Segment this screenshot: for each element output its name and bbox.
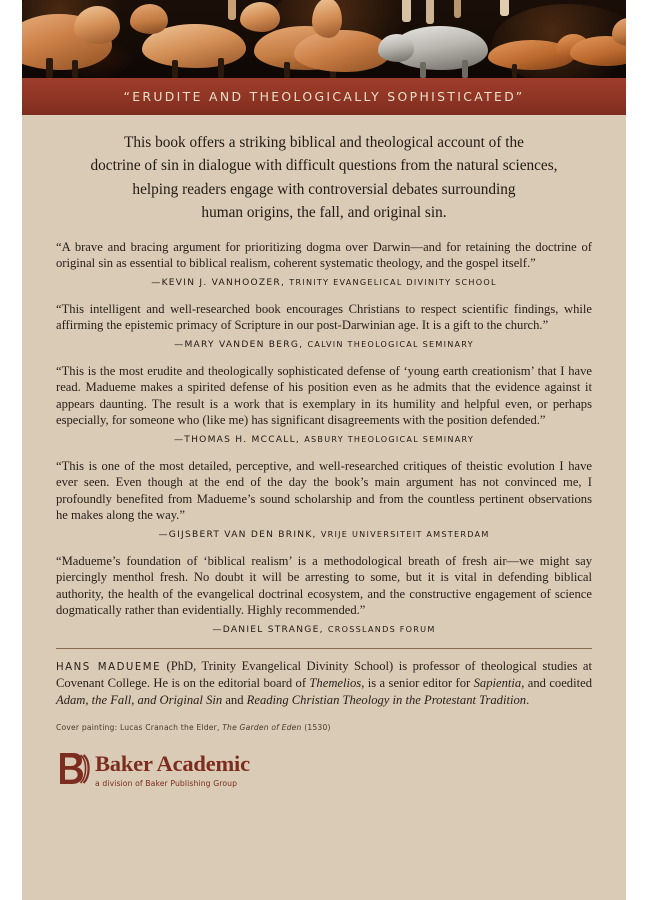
description-line: human origins, the fall, and original sin.	[201, 203, 447, 221]
cover-content	[22, 131, 626, 789]
book-title-themelios: Themelios	[309, 675, 362, 690]
publisher-logo	[56, 749, 592, 789]
cover-painting-credit	[56, 723, 592, 732]
author-name: HANS MADUEME	[56, 661, 162, 673]
endorsement-item	[56, 301, 592, 350]
author-bio	[56, 658, 592, 709]
publisher-name: Baker Academic	[95, 751, 250, 777]
endorsement-attribution	[56, 277, 592, 288]
credit-prefix: Cover painting: Lucas Cranach the Elder,	[56, 723, 223, 733]
endorser-institution: ASBURY THEOLOGICAL SEMINARY	[304, 433, 475, 444]
book-title-reading-christian-theology: Reading Christian Theology in the Protestant Tradition	[246, 692, 527, 707]
endorser-institution: CROSSLANDS FORUM	[327, 623, 436, 634]
endorsement-text: “This is one of the most detailed, perceptive, and well-researched critiques of theistic evolution I have ever seen. Even though at the end of the day the book’s main argument has not convinced me, I profoundly benefited from Madueme’s sound scholarship and from the countless pertinent observations he makes along the way.”	[56, 458, 592, 523]
bio-text: , and coedited	[521, 675, 592, 690]
endorsement-text: “This is the most erudite and theologically sophisticated defense of ‘young earth creationism’ that I have read. Madueme makes a spirited defense of his position even as he admits that the evidence against it appears daunting. The result is a work that is exemplary in its humility and helpful even, or perhaps especially, for someone who (like me) has significant disagreements with the position defended.”	[56, 363, 592, 428]
endorser-institution: CALVIN THEOLOGICAL SEMINARY	[307, 338, 474, 349]
endorser-name: —DANIEL STRANGE,	[212, 624, 324, 635]
endorser-name: —KEVIN J. VANHOOZER,	[151, 277, 286, 288]
painting-title: The Garden of Eden	[222, 723, 302, 733]
endorsement-text: “Madueme’s foundation of ‘biblical realism’ is a methodological breath of fresh air—we might say piercingly menthol fresh. No doubt it will be arresting to some, but it is vital in defending biblical authority, the health of the evangelical doctrinal ecosystem, and the constructive engagement of science dogmatically rather than evidentially. Highly recommended.”	[56, 553, 592, 618]
endorsement-attribution	[56, 529, 592, 540]
endorsement-item	[56, 363, 592, 445]
cover-painting-strip	[22, 0, 626, 78]
endorser-name: —MARY VANDEN BERG,	[174, 339, 304, 350]
book-title-adam-fall: Adam, the Fall, and Original Sin	[56, 692, 223, 707]
endorsement-item	[56, 458, 592, 540]
section-divider	[56, 648, 592, 649]
endorsement-attribution	[56, 434, 592, 445]
publisher-wordmark	[95, 749, 250, 788]
endorsement-item	[56, 239, 592, 288]
bio-text: .	[526, 692, 530, 707]
endorsement-attribution	[56, 624, 592, 635]
cover-panel	[22, 0, 626, 900]
description-line: This book offers a striking biblical and theological account of the	[124, 134, 524, 151]
banner-quote-text: “ERUDITE AND THEOLOGICALLY SOPHISTICATED”	[123, 89, 525, 104]
foliage-shape	[272, 0, 422, 60]
foliage-shape	[492, 4, 626, 78]
endorser-name: —THOMAS H. MCCALL,	[173, 434, 301, 445]
endorser-name: —GIJSBERT VAN DEN BRINK,	[158, 529, 317, 540]
book-description	[56, 131, 592, 224]
publisher-tagline: a division of Baker Publishing Group	[95, 778, 238, 788]
endorsement-text: “A brave and bracing argument for prioritizing dogma over Darwin—and for retaining the doctrine of original sin as essential to biblical realism, coherent systematic theology, and the gospel itself.”	[56, 240, 592, 271]
endorsement-item	[56, 553, 592, 635]
description-line: helping readers engage with controversial debates surrounding	[132, 180, 516, 198]
endorser-institution: VRIJE UNIVERSITEIT AMSTERDAM	[320, 528, 490, 539]
endorsements-list	[56, 239, 592, 635]
endorser-institution: TRINITY EVANGELICAL DIVINITY SCHOOL	[289, 276, 497, 287]
bio-text: , is a senior editor for	[361, 675, 474, 690]
book-title-sapientia: Sapientia	[473, 675, 522, 690]
banner-endorsement-headline	[22, 78, 626, 115]
credit-year: (1530)	[301, 723, 331, 733]
bio-text: and	[222, 692, 247, 707]
description-line: doctrine of sin in dialogue with difficult questions from the natural sciences,	[90, 157, 558, 175]
foliage-shape	[22, 0, 132, 56]
bio-text: (PhD, Trinity Evangelical Divinity School) is professor of theological studies at Covenant College. He is on the editorial board of	[56, 658, 592, 690]
endorsement-attribution	[56, 339, 592, 350]
baker-b-monogram-icon	[56, 749, 90, 789]
endorsement-text: “This intelligent and well-researched book encourages Christians to respect scientific findings, while affirming the epistemic primacy of Scripture in our post-Darwinian age. It is a gift to the church.”	[56, 301, 592, 333]
